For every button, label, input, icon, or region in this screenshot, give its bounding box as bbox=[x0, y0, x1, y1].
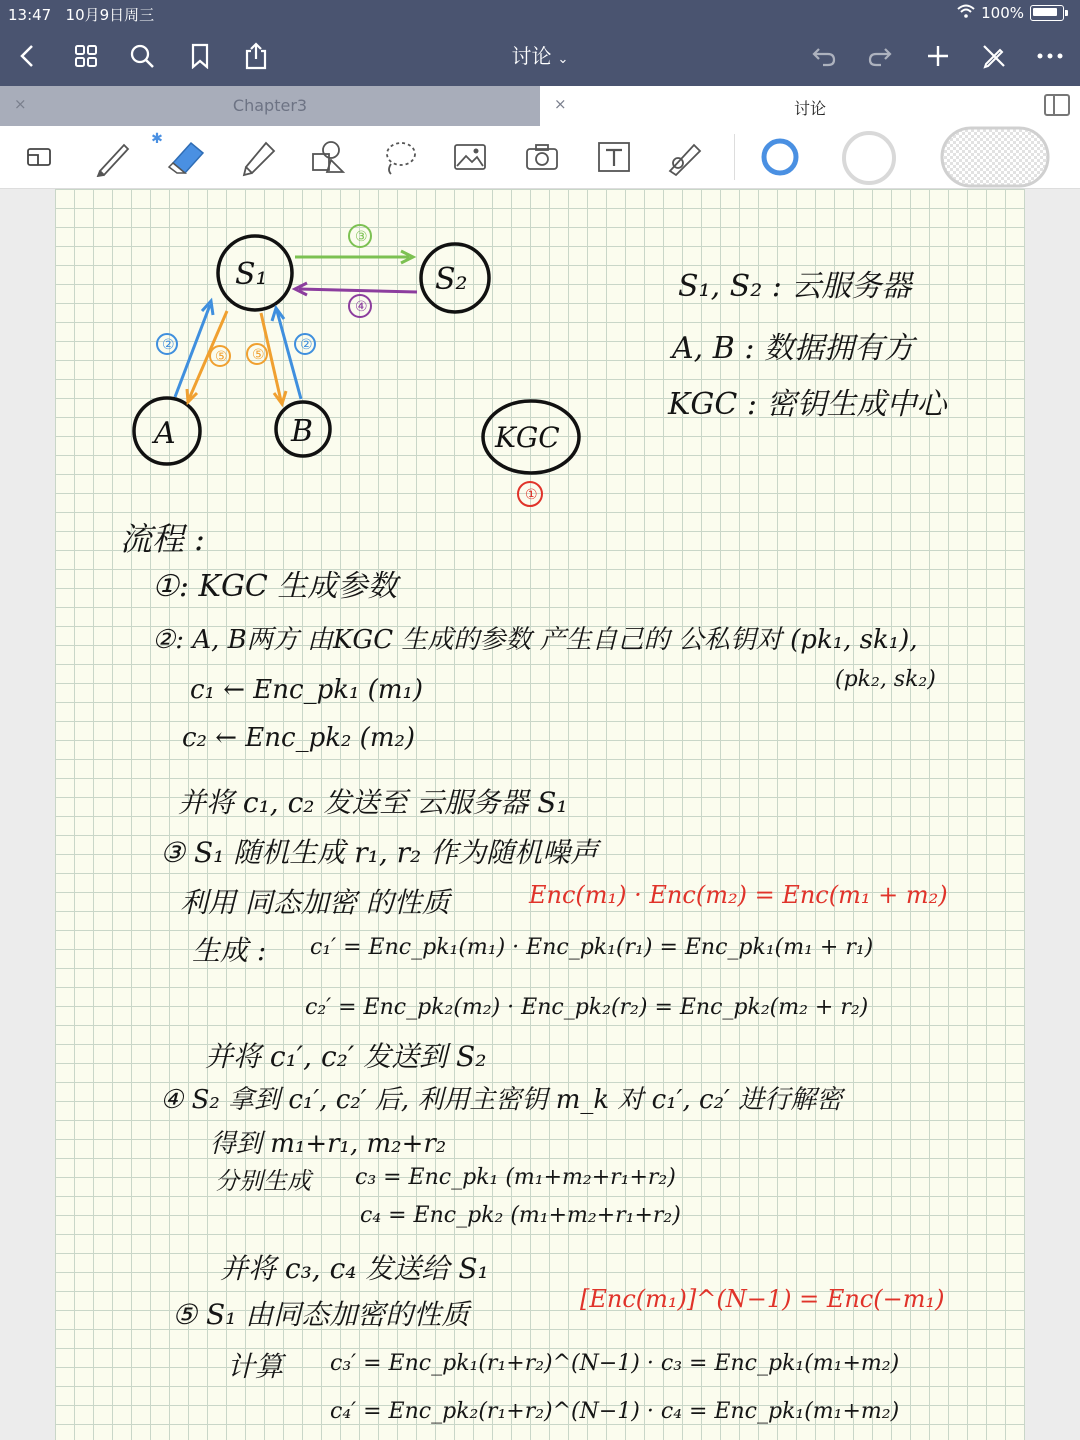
note-line-2: ②: A, B两方 由KGC 生成的参数 产生自己的 公私钥对 (pk₁, sk₁), bbox=[152, 625, 918, 655]
note-line-19: 并将 c₃, c₄ 发送给 S₁ bbox=[220, 1252, 489, 1285]
eraser-tool-icon[interactable] bbox=[164, 136, 208, 178]
redo-button[interactable] bbox=[860, 36, 900, 76]
note-line-12: c₂′ = Enc_pk₂(m₂) · Enc_pk₂(r₂) = Enc_pk₂(m₂ + r₂) bbox=[305, 995, 869, 1020]
note-line-9: Enc(m₁) · Enc(m₂) = Enc(m₁ + m₂) bbox=[529, 881, 948, 909]
node-s2-label: S₂ bbox=[435, 262, 468, 297]
note-line-18: c₄ = Enc_pk₂ (m₁+m₂+r₁+r₂) bbox=[360, 1203, 681, 1228]
note-line-6: 并将 c₁, c₂ 发送至 云服务器 S₁ bbox=[178, 786, 568, 819]
note-line-3: (pk₂, sk₂) bbox=[835, 667, 936, 692]
color-swatch-3[interactable] bbox=[938, 126, 1052, 188]
note-line-0: 流程 : bbox=[120, 520, 205, 558]
sidebar-toggle-icon[interactable] bbox=[1044, 94, 1070, 116]
node-kgc bbox=[483, 401, 579, 473]
undo-button[interactable] bbox=[804, 36, 844, 76]
node-s1-label: S₁ bbox=[235, 257, 268, 292]
legend-servers: S₁, S₂ : 云服务器 bbox=[678, 269, 912, 304]
step-mark-3: ③ bbox=[355, 229, 368, 245]
node-s2 bbox=[421, 244, 489, 312]
note-line-8: 利用 同态加密 的性质 bbox=[180, 886, 450, 919]
note-line-15: 得到 m₁+r₁, m₂+r₂ bbox=[210, 1129, 447, 1159]
battery-icon bbox=[1030, 5, 1064, 21]
legend-data-owners: A, B : 数据拥有方 bbox=[672, 331, 914, 366]
toolbar-divider bbox=[734, 134, 735, 180]
close-icon[interactable]: × bbox=[14, 95, 27, 113]
note-line-16: 分别生成 bbox=[215, 1167, 311, 1195]
note-line-5: c₂ ← Enc_pk₂ (m₂) bbox=[182, 723, 416, 753]
top-bar bbox=[0, 0, 1080, 86]
note-line-4: c₁ ← Enc_pk₁ (m₁) bbox=[190, 675, 424, 705]
note-line-10: 生成 : bbox=[192, 934, 267, 967]
note-line-14: ④ S₂ 拿到 c₁′, c₂′ 后, 利用主密钥 m_k 对 c₁′, c₂′ 进行解密 bbox=[160, 1085, 843, 1115]
step-mark-1: ① bbox=[525, 487, 538, 503]
note-line-21: [Enc(m₁)]^(N−1) = Enc(−m₁) bbox=[580, 1285, 945, 1313]
node-s1 bbox=[218, 236, 292, 310]
status-date: 10月9日周三 bbox=[65, 6, 155, 24]
image-tool-icon[interactable] bbox=[448, 136, 492, 178]
more-button[interactable] bbox=[1030, 36, 1070, 76]
node-b bbox=[276, 402, 330, 456]
note-line-17: c₃ = Enc_pk₁ (m₁+m₂+r₁+r₂) bbox=[355, 1165, 676, 1190]
elements-tool-icon[interactable] bbox=[662, 136, 706, 178]
tab-bar bbox=[0, 86, 1080, 126]
node-a-label: A bbox=[154, 416, 176, 451]
battery-percent: 100% bbox=[981, 4, 1024, 22]
note-line-23: c₃′ = Enc_pk₁(r₁+r₂)^(N−1) · c₃ = Enc_pk₁(m₁+m₂) bbox=[330, 1351, 900, 1376]
color-swatch-2[interactable] bbox=[840, 129, 898, 187]
text-tool-icon[interactable] bbox=[592, 136, 636, 178]
document-title[interactable]: 讨论 ⌄ bbox=[511, 44, 569, 68]
note-canvas[interactable] bbox=[0, 189, 1080, 1440]
legend-kgc: KGC : 密钥生成中心 bbox=[668, 387, 947, 422]
note-line-7: ③ S₁ 随机生成 r₁, r₂ 作为随机噪声 bbox=[160, 836, 599, 869]
tab-chapter3[interactable] bbox=[0, 86, 540, 126]
status-time: 13:47 bbox=[8, 6, 52, 24]
chevron-down-icon: ⌄ bbox=[557, 52, 569, 67]
step-mark-5a: ⑤ bbox=[215, 349, 228, 365]
close-icon[interactable]: × bbox=[554, 95, 567, 113]
grid-paper[interactable] bbox=[55, 189, 1025, 1440]
status-bar bbox=[0, 0, 1080, 26]
tab-discussion[interactable] bbox=[540, 86, 1080, 126]
add-page-button[interactable] bbox=[918, 36, 958, 76]
tab-label: 讨论 bbox=[793, 99, 826, 118]
note-line-24: c₄′ = Enc_pk₂(r₁+r₂)^(N−1) · c₄ = Enc_pk₁(m₁+m₂) bbox=[330, 1399, 900, 1424]
step-mark-5b: ⑤ bbox=[252, 347, 265, 363]
bluetooth-icon: ✱ bbox=[151, 131, 163, 147]
note-line-11: c₁′ = Enc_pk₁(m₁) · Enc_pk₁(r₁) = Enc_pk₁(m₁ + r₁) bbox=[310, 935, 874, 960]
node-a bbox=[134, 398, 200, 464]
tab-label: Chapter3 bbox=[232, 96, 308, 115]
nav-row bbox=[0, 30, 1080, 82]
camera-tool-icon[interactable] bbox=[520, 136, 564, 178]
note-line-22: 计算 bbox=[227, 1350, 284, 1383]
shapes-tool-icon[interactable] bbox=[306, 136, 350, 178]
pen-off-icon[interactable] bbox=[974, 36, 1014, 76]
step-mark-4: ④ bbox=[355, 299, 368, 315]
pen-tool-icon[interactable] bbox=[92, 136, 136, 178]
note-line-20: ⑤ S₁ 由同态加密的性质 bbox=[172, 1298, 470, 1331]
node-kgc-label: KGC bbox=[495, 421, 560, 454]
node-b-label: B bbox=[291, 414, 314, 449]
highlighter-tool-icon[interactable] bbox=[236, 136, 280, 178]
step-mark-2a: ② bbox=[162, 337, 175, 353]
note-line-1: ①: KGC 生成参数 bbox=[152, 569, 398, 604]
wifi-icon bbox=[957, 4, 975, 22]
color-selected-swatch[interactable] bbox=[758, 136, 802, 178]
drawing-toolbar bbox=[0, 126, 1080, 189]
lasso-select-icon[interactable] bbox=[378, 136, 422, 178]
lasso-tool-icon[interactable] bbox=[18, 136, 62, 178]
step-mark-2b: ② bbox=[300, 337, 313, 353]
note-line-13: 并将 c₁′, c₂′ 发送到 S₂ bbox=[205, 1040, 487, 1073]
